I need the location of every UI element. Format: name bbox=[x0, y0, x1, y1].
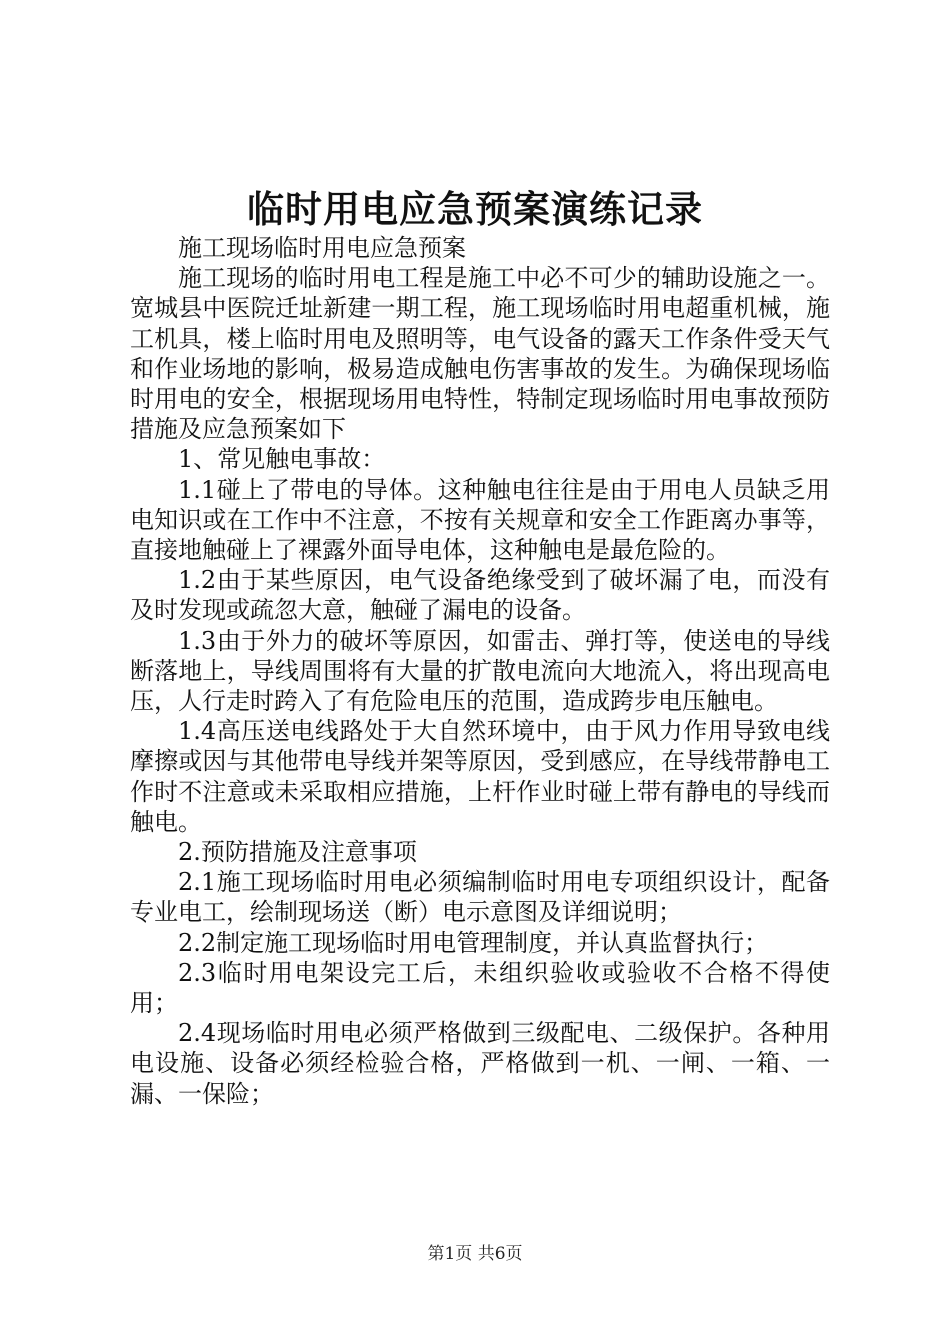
document-body bbox=[130, 233, 830, 1109]
paragraph-2-3: 2.3临时用电架设完工后，未组织验收或验收不合格不得使用； bbox=[130, 958, 830, 1018]
paragraph-2-2: 2.2制定施工现场临时用电管理制度，并认真监督执行； bbox=[178, 928, 769, 957]
paragraph-intro: 施工现场的临时用电工程是施工中必不可少的辅助设施之一。宽城县中医院迁址新建一期工程，施工现场临时用电超重机械，施工机具，楼上临时用电及照明等，电气设备的露天工作条件受天气和作业场地的影响，极易造成触电伤害事故的发生。为确保现场临时用电的安全，根据现场用电特性，特制定现场临时用电事故预防措施及应急预案如下 bbox=[130, 264, 830, 444]
paragraph-1-2: 1.2由于某些原因，电气设备绝缘受到了破坏漏了电，而没有及时发现或疏忽大意，触碰了漏电的设备。 bbox=[130, 566, 830, 625]
paragraph-2-1: 2.1施工现场临时用电必须编制临时用电专项组织设计，配备专业电工，绘制现场送（断）电示意图及详细说明； bbox=[130, 868, 830, 927]
page-number-footer: 第1页 共6页 bbox=[427, 1244, 523, 1264]
paragraph-1-1: 1.1碰上了带电的导体。这种触电往往是由于用电人员缺乏用电知识或在工作中不注意，不按有关规章和安全工作距离办事等，直接地触碰上了裸露外面导电体，这种触电是最危险的。 bbox=[130, 475, 830, 565]
section-heading-2: 2.预防措施及注意事项 bbox=[178, 838, 417, 867]
paragraph-2-4: 2.4现场临时用电必须严格做到三级配电、二级保护。各种用电设施、设备必须经检验合格，严格做到一机、一闸、一箱、一漏、一保险； bbox=[130, 1019, 830, 1108]
document-title: 临时用电应急预案演练记录 bbox=[247, 187, 703, 231]
paragraph-1-4: 1.4高压送电线路处于大自然环境中，由于风力作用导致电线摩擦或因与其他带电导线并架等原因，受到感应，在导线带静电工作时不注意或未采取相应措施，上杆作业时碰上带有静电的导线而触电。 bbox=[130, 717, 830, 836]
section-heading-1: 1、常见触电事故： bbox=[178, 445, 386, 474]
paragraph-1-3: 1.3由于外力的破坏等原因，如雷击、弹打等，使送电的导线断落地上，导线周围将有大量的扩散电流向大地流入，将出现高电压，人行走时跨入了有危险电压的范围，造成跨步电压触电。 bbox=[130, 626, 830, 716]
paragraph-heading: 施工现场临时用电应急预案 bbox=[178, 234, 466, 262]
